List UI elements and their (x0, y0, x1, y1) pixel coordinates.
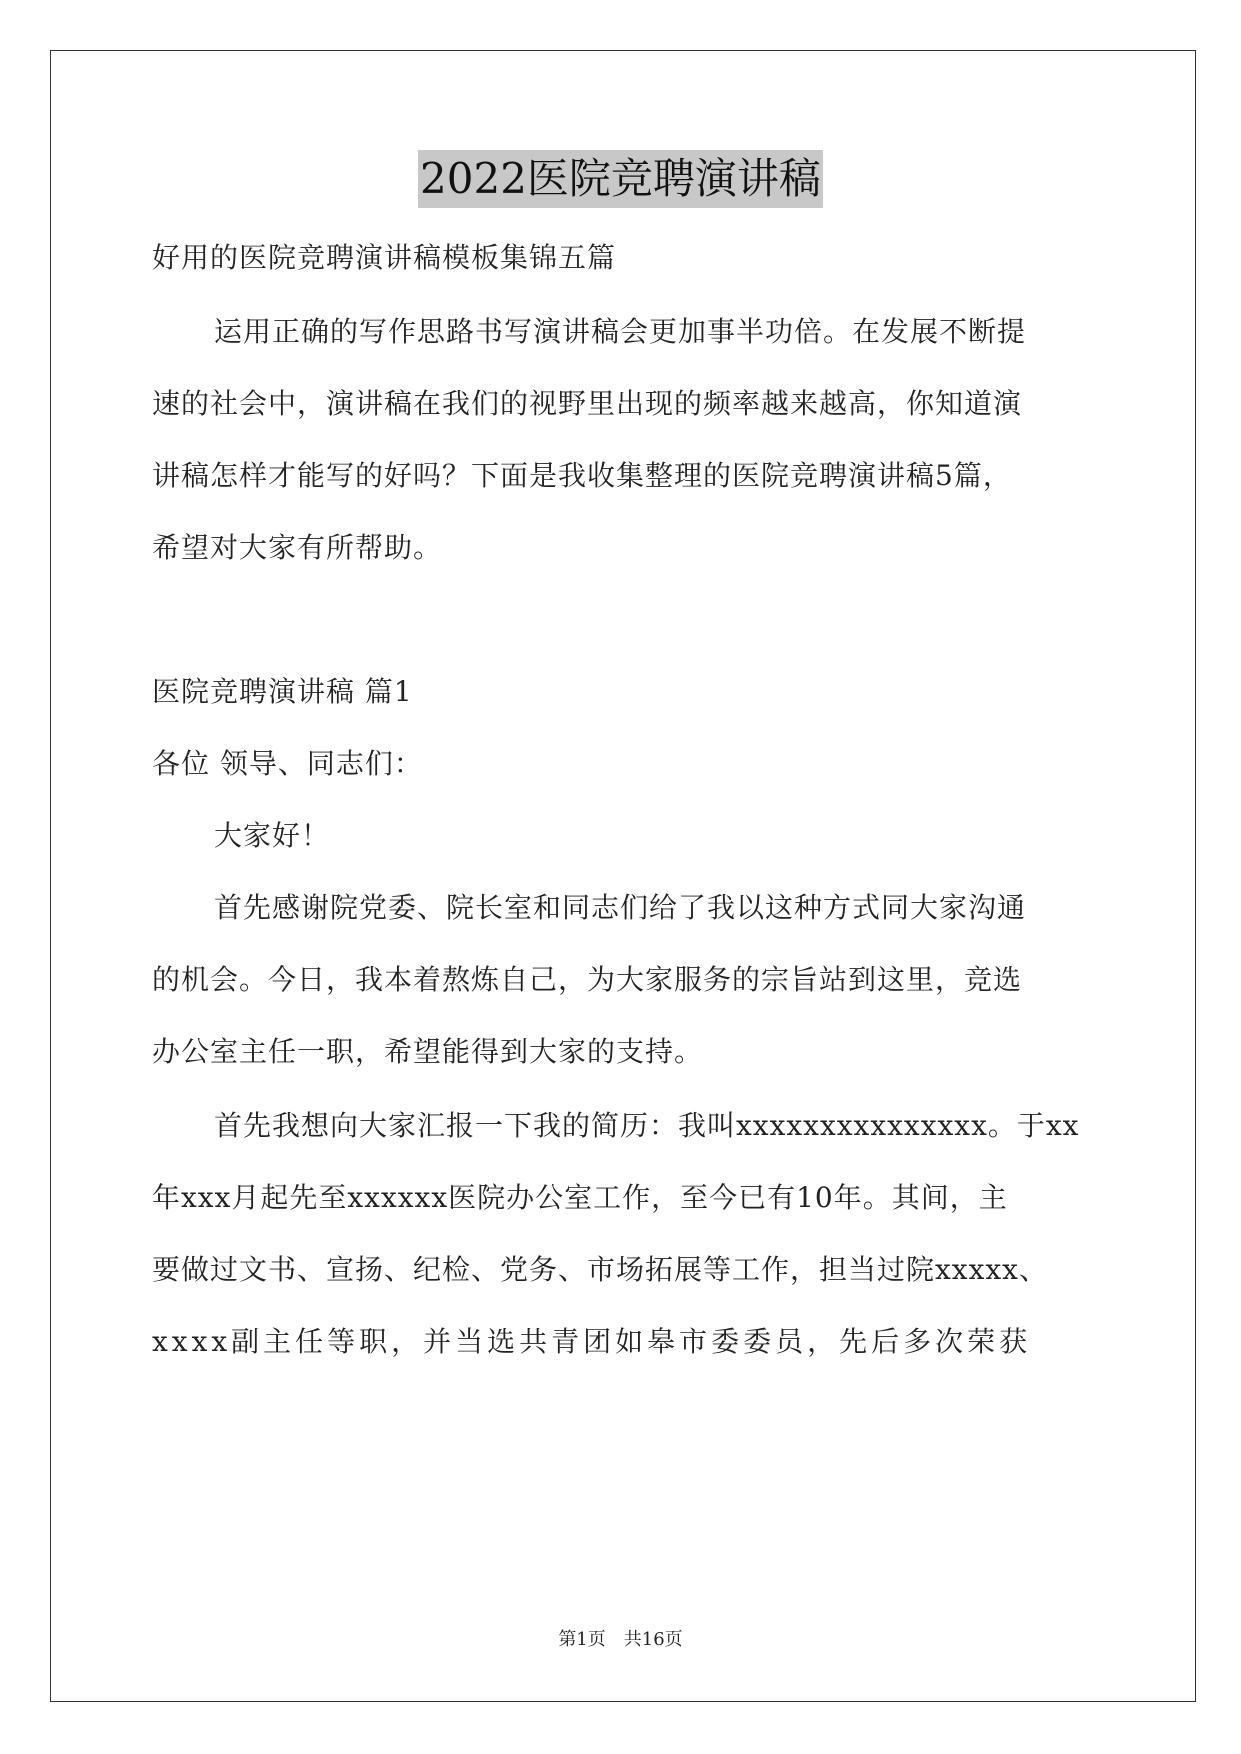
paragraph-line: 首先我想向大家汇报一下我的简历：我叫xxxxxxxxxxxxxxx。于xx (214, 1109, 1080, 1142)
document-subtitle: 好用的医院竞聘演讲稿模板集锦五篇 (152, 241, 617, 274)
paragraph-line: 办公室主任一职，希望能得到大家的支持。 (152, 1035, 704, 1068)
greeting: 大家好！ (214, 819, 331, 852)
intro-line: 希望对大家有所帮助。 (152, 531, 443, 564)
intro-line: 运用正确的写作思路书写演讲稿会更加事半功倍。在发展不断提 (214, 315, 1027, 348)
paragraph-line: 的机会。今日，我本着熬炼自己，为大家服务的宗旨站到这里，竞选 (152, 963, 1023, 996)
salutation: 各位 领导、同志们： (152, 747, 423, 780)
intro-line: 速的社会中，演讲稿在我们的视野里出现的频率越来越高，你知道演 (152, 387, 1023, 420)
document-title: 2022医院竞聘演讲稿 (418, 150, 823, 208)
title-container (0, 150, 1241, 208)
paragraph-line: 首先感谢院党委、院长室和同志们给了我以这种方式同大家沟通 (214, 891, 1027, 924)
section-heading: 医院竞聘演讲稿 篇1 (152, 675, 413, 708)
paragraph-line: 要做过文书、宣扬、纪检、党务、市场拓展等工作，担当过院xxxxx、 (152, 1253, 1048, 1286)
paragraph-line: xxxx副主任等职，并当选共青团如皋市委委员，先后多次荣获 (152, 1325, 1032, 1358)
paragraph-line: 年xxx月起先至xxxxxx医院办公室工作，至今已有10年。其间，主 (152, 1181, 1008, 1214)
page-footer: 第1页 共16页 (558, 1629, 683, 1650)
intro-line: 讲稿怎样才能写的好吗？下面是我收集整理的医院竞聘演讲稿5篇， (152, 459, 1012, 492)
page-border (50, 50, 1196, 1702)
